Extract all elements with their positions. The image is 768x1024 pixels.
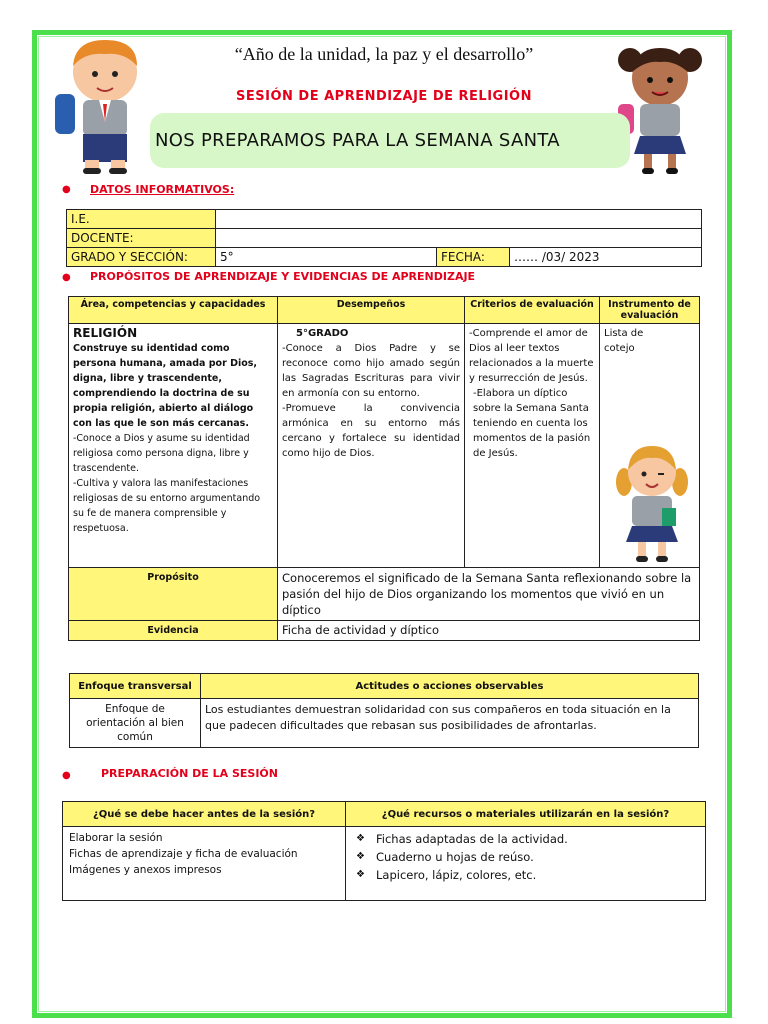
recurso-item: ❖ Fichas adaptadas de la actividad. [376, 830, 699, 848]
header-area: Área, competencias y capacidades [69, 297, 278, 324]
header-recursos: ¿Qué recursos o materiales utilizarán en la sesión? [346, 802, 706, 827]
area-title: RELIGIÓN [73, 326, 138, 340]
section-title-propositos: PROPÓSITOS DE APRENDIZAJE Y EVIDENCIAS DE APRENDIZAJE [90, 270, 476, 283]
preparacion-table [62, 801, 706, 901]
recursos-cell [346, 827, 706, 901]
criterios-cell [465, 324, 600, 568]
recurso-item: ❖ Lapicero, lápiz, colores, etc. [376, 866, 699, 884]
ie-label: I.E. [67, 210, 216, 229]
fecha-value: …… /03/ 2023 [510, 248, 702, 267]
proposito-value: Conoceremos el significado de la Semana Santa reflexionando sobre la pasión del hijo de Dios organizando los momentos que vivió en un díptico [278, 568, 700, 621]
header-criterios: Criterios de evaluación [465, 297, 600, 324]
antes-item: Fichas de aprendizaje y ficha de evaluación [69, 848, 298, 860]
header-antes: ¿Qué se debe hacer antes de la sesión? [63, 802, 346, 827]
capacidad-1: -Conoce a Dios y asume su identidad religiosa como persona digna, libre y trascendente. [73, 433, 250, 474]
fecha-label: FECHA: [437, 248, 510, 267]
docente-value [216, 229, 702, 248]
instrumento-cell [600, 324, 700, 568]
criterio-1: -Comprende el amor de Dios al leer textos relacionados a la muerte y resurrección de Jesús. [469, 328, 594, 384]
antes-item: Elaborar la sesión [69, 832, 163, 844]
enfoque-name: Enfoque de orientación al bien común [70, 699, 201, 748]
header-actitudes: Actitudes o acciones observables [201, 674, 699, 699]
criterio-2: -Elabora un díptico sobre la Semana Santa teniendo en cuenta los momentos de la pasión de Jesús. [473, 388, 591, 459]
grado-heading: 5°GRADO [296, 328, 349, 339]
recurso-item: ❖ Cuaderno u hojas de reúso. [376, 848, 699, 866]
desempeno-2: -Promueve la convivencia armónica en su entorno más cercano y fortalece su identidad como hijo de Dios. [282, 403, 460, 459]
docente-label: DOCENTE: [67, 229, 216, 248]
girl-reading-illustration [612, 442, 692, 566]
grado-value: 5° [216, 248, 437, 267]
evidencia-value: Ficha de actividad y díptico [278, 621, 700, 641]
evidencia-label: Evidencia [69, 621, 278, 641]
bullet-icon: ● [62, 272, 71, 283]
enfoque-actitud: Los estudiantes demuestran solidaridad con sus compañeros en toda situación en la que padecen dificultades que rebasan sus posibilidades de afrontarlas. [201, 699, 699, 748]
antes-cell [63, 827, 346, 901]
datos-table [66, 209, 702, 267]
competencia: Construye su identidad como persona humana, amada por Dios, digna, libre y trascendente, comprendiendo la doctrina de su propia religión, abierto al diálogo con las que le son más cercanas. [73, 343, 258, 429]
area-cell [69, 324, 278, 568]
page-title: NOS PREPARAMOS PARA LA SEMANA SANTA [155, 130, 560, 151]
section-title-datos: DATOS INFORMATIVOS: [90, 183, 235, 196]
header-desempenos: Desempeños [278, 297, 465, 324]
header-instrumento: Instrumento de evaluación [600, 297, 700, 324]
antes-item: Imágenes y anexos impresos [69, 864, 222, 876]
grado-label: GRADO Y SECCIÓN: [67, 248, 216, 267]
enfoque-table [69, 673, 699, 748]
capacidad-2: -Cultiva y valora las manifestaciones religiosas de su entorno argumentando su fe de manera comprensible y respetuosa. [73, 478, 261, 534]
ie-value [216, 210, 702, 229]
instrumento-value: Lista de cotejo [604, 328, 644, 354]
section-title-preparacion: PREPARACIÓN DE LA SESIÓN [101, 767, 278, 780]
session-subtitle: SESIÓN DE APRENDIZAJE DE RELIGIÓN [236, 89, 532, 104]
desempeno-1: -Conoce a Dios Padre y se reconoce como hijo amado según las Sagradas Escrituras para vivir en armonía con su entorno. [282, 343, 460, 399]
header-enfoque: Enfoque transversal [70, 674, 201, 699]
propositos-table [68, 296, 700, 641]
bullet-icon: ● [62, 770, 71, 781]
motto: “Año de la unidad, la paz y el desarrollo” [234, 44, 534, 64]
proposito-label: Propósito [69, 568, 278, 621]
bullet-icon: ● [62, 184, 71, 195]
desempenos-cell [278, 324, 465, 568]
